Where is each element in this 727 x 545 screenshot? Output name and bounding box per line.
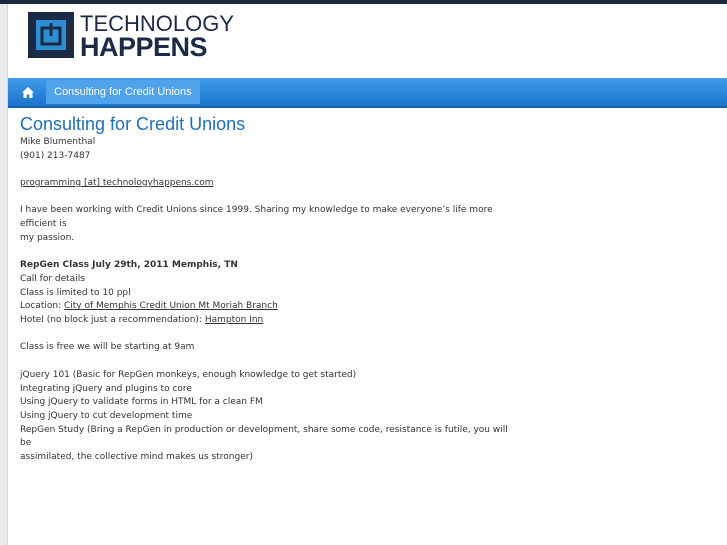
site-logo[interactable] <box>28 12 238 62</box>
nav-home-button[interactable] <box>13 80 43 104</box>
location-label: Location: <box>20 301 64 312</box>
main-nav <box>8 78 727 108</box>
page-title: Consulting for Credit Unions <box>20 114 246 134</box>
main-content <box>20 112 510 465</box>
intro-text-2: my passion. <box>20 232 75 243</box>
header <box>8 4 727 78</box>
class-heading: RepGen Class July 29th, 2011 Memphis, TN <box>20 260 238 271</box>
page <box>7 4 727 545</box>
contact-phone: (901) 213-7487 <box>20 150 91 161</box>
location-link[interactable]: City of Memphis Credit Union Mt Moriah Branch <box>63 301 278 312</box>
intro-text-1: I have been working with Credit Unions since 1999. Sharing my knowledge to make everyone’s life more efficient is <box>20 205 493 230</box>
class-call: Call for details <box>20 273 85 284</box>
class-free: Class is free we will be starting at 9am <box>20 342 195 353</box>
agenda-item: assimilated, the collective mind makes us stronger) <box>20 452 253 463</box>
contact-name: Mike Blumenthal <box>20 137 96 147</box>
home-icon <box>22 87 34 98</box>
hotel-label: Hotel (no block just a recommendation): <box>20 315 205 326</box>
agenda-item: Using jQuery to validate forms in HTML for a clean FM <box>20 397 263 408</box>
agenda-item: Using jQuery to cut development time <box>20 410 193 421</box>
class-limit: Class is limited to 10 ppl <box>20 287 131 298</box>
nav-item-consulting[interactable]: Consulting for Credit Unions <box>46 80 200 104</box>
email-link[interactable]: programming [at] technologyhappens.com <box>20 178 214 189</box>
agenda-item: RepGen Study (Bring a RepGen in production or development, share some code, resistance is futile, you will be <box>20 424 508 449</box>
hotel-link[interactable]: Hampton Inn <box>204 315 264 326</box>
logo-text-top: TECHNOLOGY <box>80 11 235 36</box>
agenda-item: jQuery 101 (Basic for RepGen monkeys, enough knowledge to get started) <box>20 369 357 380</box>
power-icon <box>28 12 74 58</box>
logo-text-bottom: HAPPENS <box>80 32 208 62</box>
agenda-item: Integrating jQuery and plugins to core <box>20 383 192 394</box>
